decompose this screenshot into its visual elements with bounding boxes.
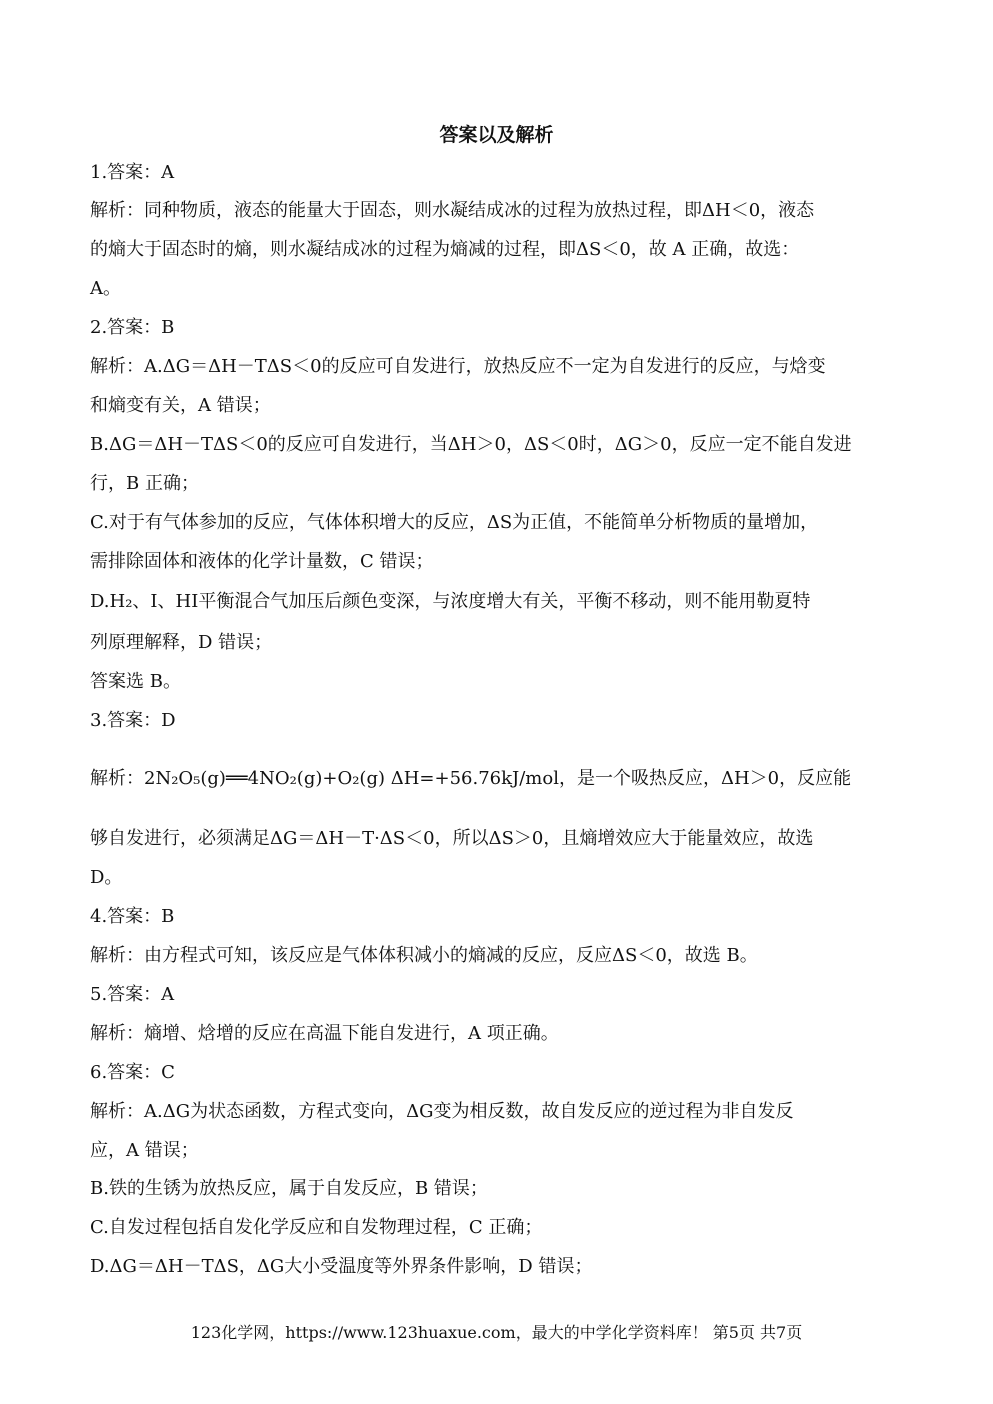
text-line: C.对于有气体参加的反应，气体体积增大的反应，ΔS为正值，不能简单分析物质的量增加， [90, 512, 819, 533]
text-line: 够自发进行，必须满足ΔG＝ΔH－T·ΔS＜0，所以ΔS＞0，且熵增效应大于能量效应，故选 [90, 828, 814, 849]
text-line: 解析：熵增、焓增的反应在高温下能自发进行，A 项正确。 [90, 1023, 559, 1044]
page-title: 答案以及解析 [439, 124, 554, 146]
text-line: 解析：A.ΔG＝ΔH－TΔS＜0的反应可自发进行，放热反应不一定为自发进行的反应，与焓变 [90, 356, 826, 377]
text-line: A。 [90, 278, 121, 299]
text-line: B.ΔG＝ΔH－TΔS＜0的反应可自发进行，当ΔH＞0，ΔS＜0时，ΔG＞0，反应一定不能自发进 [90, 434, 852, 455]
text-line: 应，A 错误； [90, 1140, 199, 1161]
text-line: C.自发过程包括自发化学反应和自发物理过程，C 正确； [90, 1217, 543, 1238]
text-line: D.ΔG＝ΔH－TΔS，ΔG大小受温度等外界条件影响，D 错误； [90, 1256, 593, 1277]
text-line: 解析：由方程式可知，该反应是气体体积减小的熵减的反应，反应ΔS＜0，故选 B。 [90, 945, 758, 966]
text-line: 5.答案：A [90, 984, 175, 1005]
text-line: 解析：A.ΔG为状态函数，方程式变向，ΔG变为相反数，故自发反应的逆过程为非自发反 [90, 1101, 794, 1122]
text-line: 6.答案：C [90, 1062, 175, 1083]
text-line: D.H₂、I、HI平衡混合气加压后颜色变深，与浓度增大有关，平衡不移动，则不能用勒夏特 [90, 591, 811, 612]
text-line: 和熵变有关，A 错误； [90, 395, 271, 416]
text-line: 的熵大于固态时的熵，则水凝结成冰的过程为熵减的过程，即ΔS＜0，故 A 正确，故选： [90, 239, 800, 260]
text-line: 答案选 B。 [90, 671, 181, 692]
text-line: 1.答案：A [90, 162, 175, 183]
page-footer: 123化学网，https://www.123huaxue.com，最大的中学化学资料库！ 第5页 共7页 [190, 1323, 803, 1342]
text-line: 4.答案：B [90, 906, 175, 927]
text-line: 2.答案：B [90, 317, 175, 338]
text-line: B.铁的生锈为放热反应，属于自发反应，B 错误； [90, 1178, 488, 1199]
text-line: D。 [90, 867, 123, 888]
text-line: 解析：2N₂O₅(g)══4NO₂(g)+O₂(g) ΔH=+56.76kJ/mol，是一个吸热反应，ΔH＞0，反应能 [90, 768, 852, 789]
text-line: 解析：同种物质，液态的能量大于固态，则水凝结成冰的过程为放热过程，即ΔH＜0，液态 [90, 200, 815, 221]
text-line: 3.答案：D [90, 710, 176, 731]
text-line: 列原理解释，D 错误； [90, 632, 273, 653]
text-line: 行，B 正确； [90, 473, 199, 494]
text-line: 需排除固体和液体的化学计量数，C 错误； [90, 551, 434, 572]
